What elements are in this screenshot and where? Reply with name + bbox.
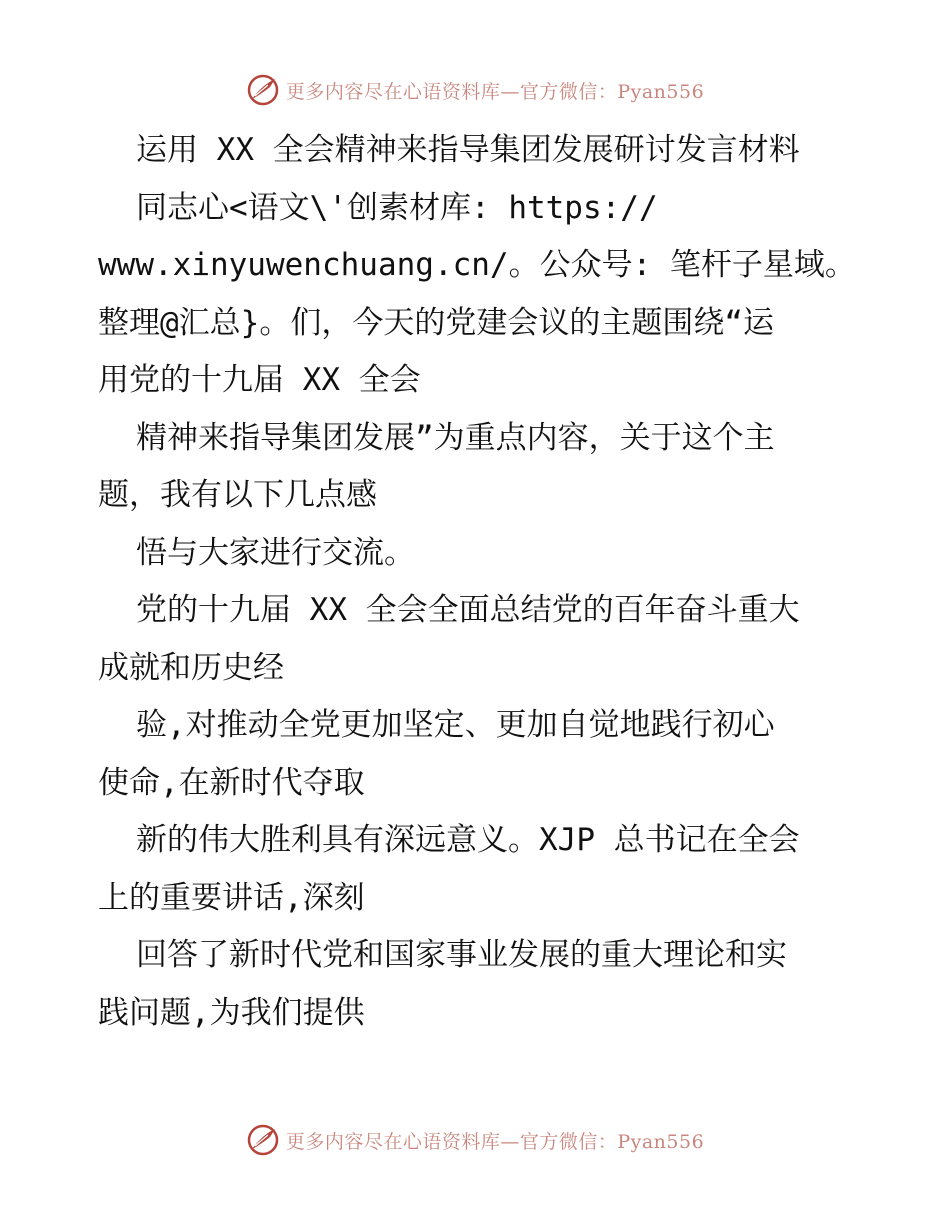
text-line: 使命,在新时代夺取 xyxy=(98,764,365,801)
footer-banner xyxy=(0,1120,950,1160)
pen-logo-icon xyxy=(246,73,280,107)
text-line: 用党的十九届 XX 全会 xyxy=(98,362,421,398)
text-line: 党的十九届 XX 全会全面总结党的百年奋斗重大 xyxy=(136,592,800,628)
document-title: 运用 XX 全会精神来指导集团发展研讨发言材料 xyxy=(136,132,800,168)
text-line: 整理@汇总}。们，今天的党建会议的主题围绕“运 xyxy=(98,304,774,341)
banner-text: 更多内容尽在心语资料库—官方微信：Pyan556 xyxy=(285,80,705,103)
text-line: 践问题,为我们提供 xyxy=(98,994,365,1031)
text-line: 悟与大家进行交流。 xyxy=(136,534,415,571)
text-line: 回答了新时代党和国家事业发展的重大理论和实 xyxy=(136,937,787,973)
header-banner xyxy=(0,70,950,110)
text-line: 题，我有以下几点感 xyxy=(98,477,377,513)
text-line: 新的伟大胜利具有深远意义。XJP 总书记在全会 xyxy=(136,822,800,858)
banner-text: 更多内容尽在心语资料库—官方微信：Pyan556 xyxy=(285,1130,705,1153)
text-line: 精神来指导集团发展”为重点内容，关于这个主 xyxy=(136,419,775,456)
text-line: 成就和历史经 xyxy=(98,649,284,686)
document-body xyxy=(98,122,858,1042)
text-line: 上的重要讲话,深刻 xyxy=(98,879,365,916)
text-line: 同志心<语文\'创素材库: https:// xyxy=(136,189,658,226)
text-line: 验,对推动全党更加坚定、更加自觉地践行初心 xyxy=(136,707,775,743)
text-line: www.xinyuwenchuang.cn/。公众号: 笔杆子星域。 xyxy=(98,247,856,283)
pen-logo-icon xyxy=(246,1123,280,1157)
